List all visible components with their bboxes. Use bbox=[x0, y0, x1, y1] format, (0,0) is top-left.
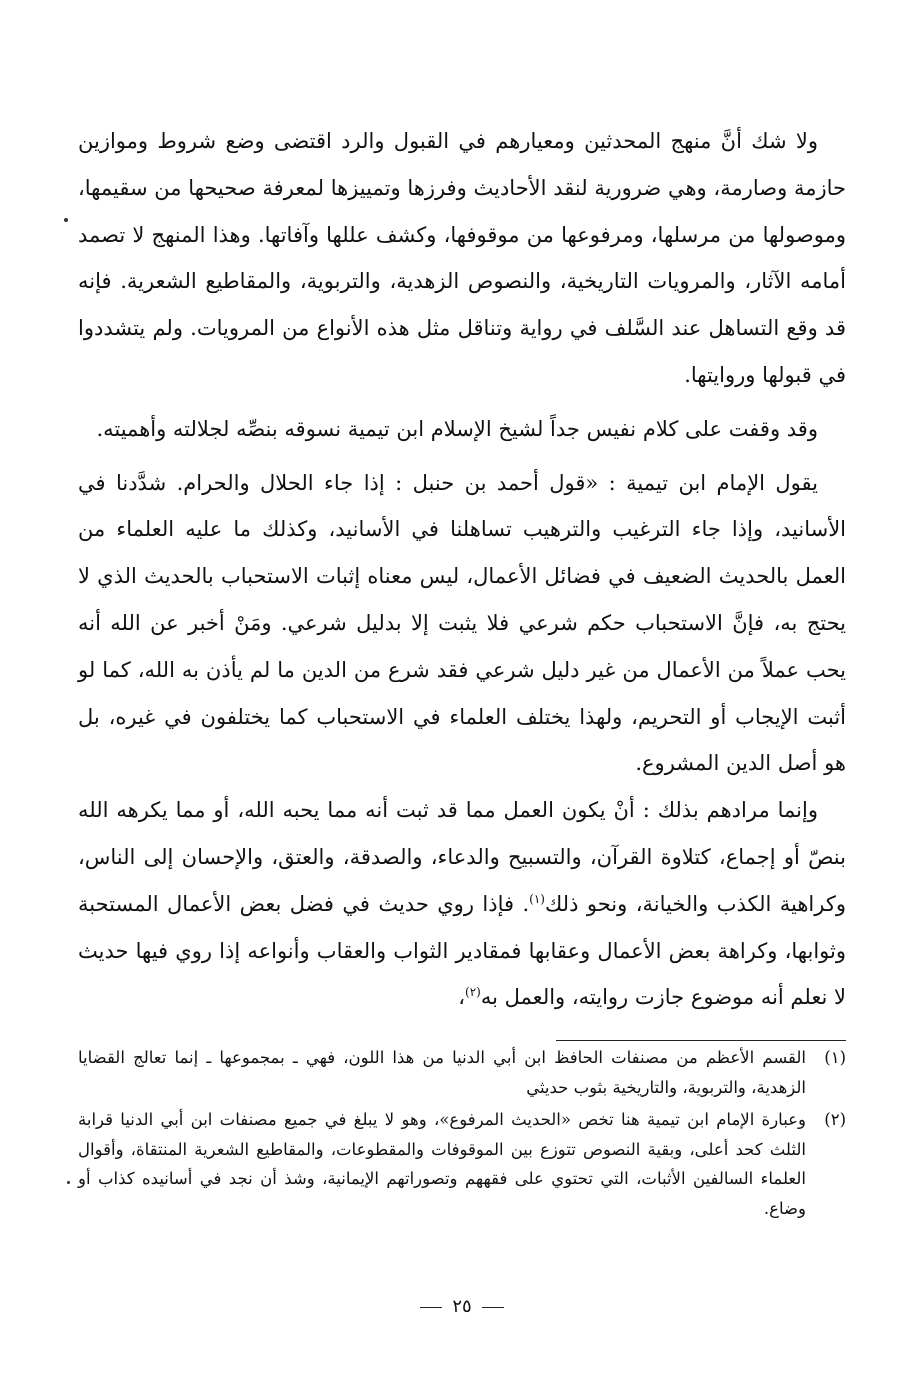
paragraph-quote: يقول الإمام ابن تيمية : «قول أحمد بن حنبل : إذا جاء الحلال والحرام. شدَّدنا في الأسانيد، وإذا جاء الترغيب والترهيب تساهلنا في الأسانيد، وكذلك ما عليه العلماء من العمل بالحديث الضعيف في فضائل الأعمال، ليس معناه إثبات الاستحباب بالحديث الذي لا يحتج به، فإنَّ الاستحباب حكم شرعي فلا يثبت إلا بدليل شرعي. ومَنْ أخبر عن الله أنه يحب عملاً من الأعمال من غير دليل شرعي فقد شرع من الدين ما لم يأذن به الله، كما لو أثبت الإيجاب أو التحريم، ولهذا يختلف العلماء في الاستحباب كما يختلفون في غيره، بل هو أصل الدين المشروع. bbox=[78, 470, 846, 776]
page-number bbox=[78, 1296, 846, 1317]
footnote-2 bbox=[78, 1105, 846, 1223]
footnote-reference-2[interactable]: (٢) bbox=[465, 985, 481, 1000]
paragraph-text: . فإذا روي حديث في فضل بعض الأعمال المستحبة وثوابها، وكراهة بعض الأعمال وعقابها فمقادير الثواب والعقاب وأنواعه إذا روي فيها حديث لا نعلم أنه موضوع جازت روايته، والعمل به bbox=[78, 891, 846, 1010]
footnotes bbox=[78, 1043, 846, 1226]
paragraph-ibn-taymiyya-intro: وقد وقفت على كلام نفيس جداً لشيخ الإسلام ابن تيمية نسوقه بنصِّه لجلالته وأهميته. bbox=[96, 416, 818, 441]
footnote-1 bbox=[78, 1043, 846, 1102]
main-text bbox=[78, 118, 846, 1021]
paragraph-text: وإنما مرادهم بذلك : أنْ يكون العمل مما قد ثبت أنه مما يحبه الله، أو مما يكرهه الله بنصّ أو إجماع، كتلاوة القرآن، والتسبيح والدعاء، والصدقة، والعتق، والإحسان إلى الناس، وكراهية الكذب والخيانة، ونحو ذلك bbox=[78, 798, 846, 916]
page-number-dash bbox=[420, 1307, 442, 1308]
scan-speck bbox=[67, 1181, 70, 1184]
scan-speck bbox=[64, 218, 68, 222]
page-number-value: ٢٥ bbox=[452, 1296, 472, 1317]
footnote-number: (١) bbox=[824, 1048, 846, 1067]
paragraph-text: ، bbox=[458, 985, 466, 1010]
footnote-reference-1[interactable]: (١) bbox=[529, 891, 545, 906]
footnote-text: وعبارة الإمام ابن تيمية هنا تخص «الحديث المرفوع»، وهو لا يبلغ في جميع مصنفات ابن أبي الدنيا قرابة الثلث كحد أعلى، وبقية النصوص تتوزع بين الموقوفات والمقطوعات، والمقاطيع الشعرية المنتقاة، وأقوال العلماء السالفين الأثبات، التي تحتوي على فقههم وتصوراتهم الإيمانية، وشذ أن نجد في أسانيده كذاب أو وضاع. bbox=[78, 1110, 806, 1218]
page-number-dash bbox=[482, 1307, 504, 1308]
footnote-text: القسم الأعظم من مصنفات الحافظ ابن أبي الدنيا من هذا اللون، فهي ـ بمجموعها ـ إنما تعالج القضايا الزهدية، والتربوية، والتاريخية بثوب حديثي bbox=[78, 1048, 806, 1097]
footnote-number: (٢) bbox=[824, 1110, 846, 1129]
paragraph-intro: ولا شك أنَّ منهج المحدثين ومعيارهم في القبول والرد اقتضى وضع شروط وموازين حازمة وصارمة، وهي ضرورية لنقد الأحاديث وفرزها وتمييزها لمعرفة صحيحها من سقيمها، وموصولها من مرسلها، ومرفوعها من موقوفها، وكشف عللها وآفاتها. وهذا المنهج لا تصمد أمامه الآثار، والمرويات التاريخية، والنصوص الزهدية، والتربوية، والمقاطيع الشعرية. فإنه قد وقع التساهل عند السَّلف في رواية وتناقل مثل هذه الأنواع من المرويات. ولم يتشددوا في قبولها وروايتها. bbox=[78, 129, 846, 387]
paragraph-quote-continued bbox=[78, 787, 846, 1021]
book-page bbox=[78, 0, 846, 1373]
footnote-divider bbox=[556, 1040, 846, 1041]
